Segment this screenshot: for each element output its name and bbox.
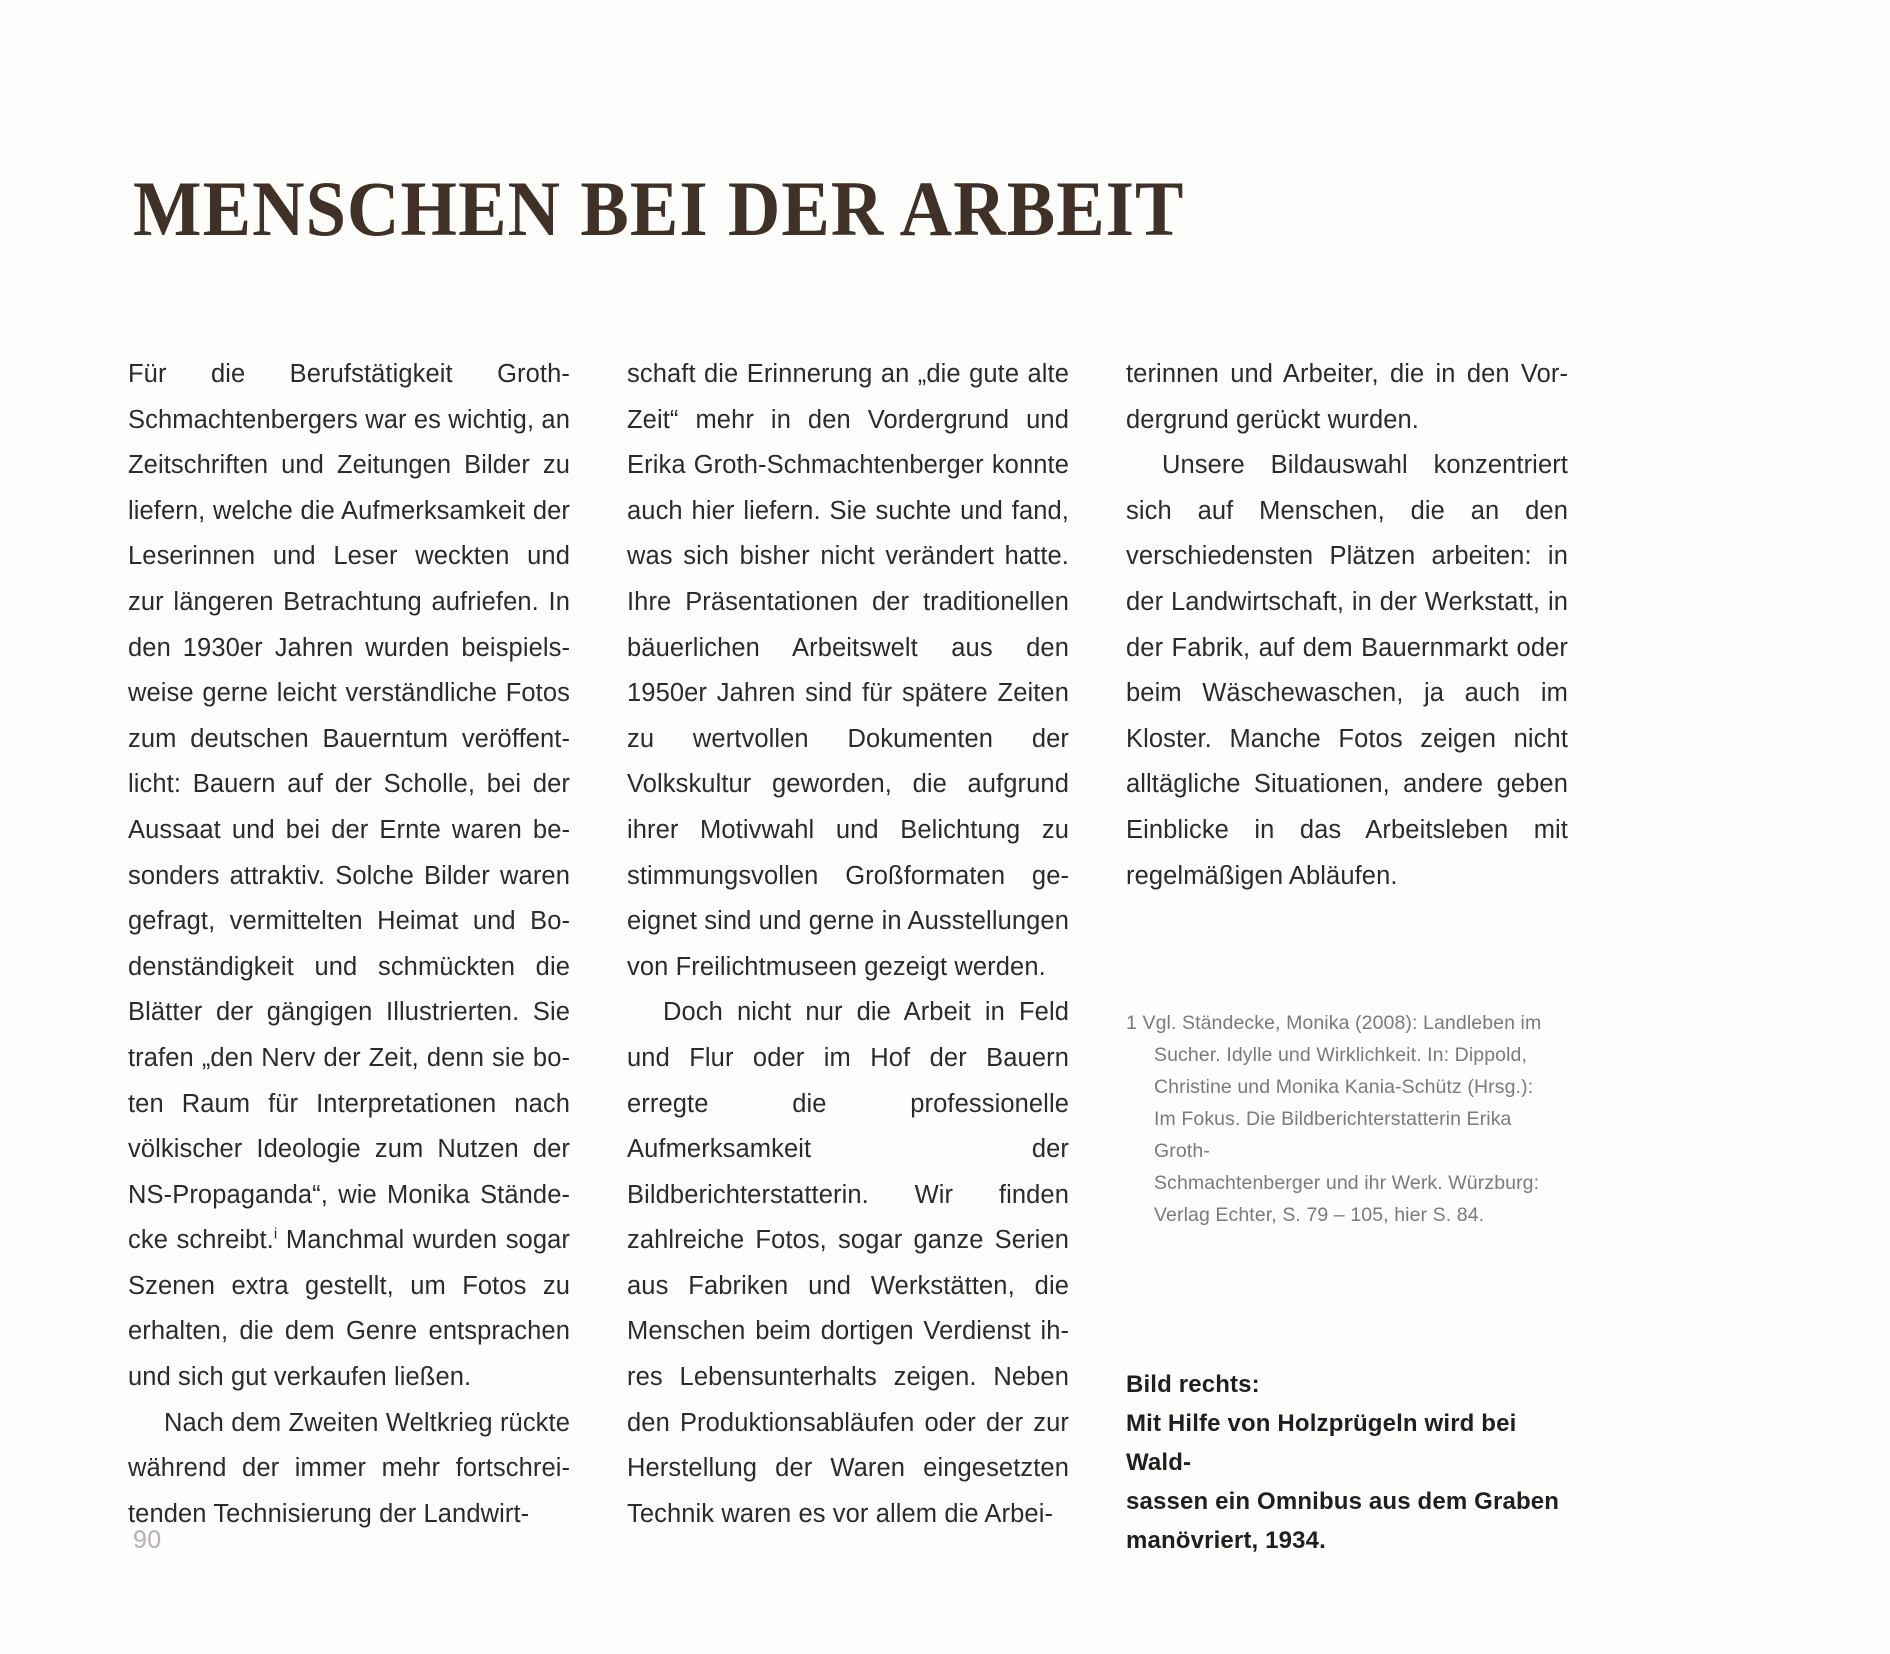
- footnote-line: Christine und Monika Kania-Schütz (Hrsg.):: [1154, 1076, 1534, 1098]
- column-2: [627, 352, 1069, 1528]
- caption-line: Bild rechts:: [1126, 1371, 1260, 1398]
- column-1-body: [128, 352, 570, 1537]
- column-3: [1126, 352, 1568, 1554]
- paragraph: terinnen und Arbeiter, die in den Vordergrund gerückt wurden.: [1126, 360, 1568, 434]
- footnote-line: Im Fokus. Die Bildberichterstatterin Erika Groth-: [1154, 1108, 1512, 1162]
- footnote-line: Schmachtenberger und ihr Werk. Würzburg:: [1154, 1172, 1540, 1194]
- paragraph: Unsere Bildauswahl konzentriert sich auf Menschen, die an den verschiedensten Plätzen arbeiten: in der Landwirtschaft, in der Werkstatt, in der Fabrik, auf dem Bauernmarkt oder beim Wäschewaschen, ja auch im Kloster. Manche Fotos zeigen nicht alltägliche Situationen, andere geben Einblicke in das Arbeitsleben mit regelmäßigen Abläufen.: [1126, 451, 1568, 890]
- caption-line: manövriert, 1934.: [1126, 1527, 1326, 1554]
- caption-line: Mit Hilfe von Holzprügeln wird bei Wald-: [1126, 1410, 1517, 1476]
- footnote-marker: i: [273, 1225, 278, 1243]
- column-3-body: [1126, 352, 1568, 899]
- paragraph: [128, 352, 570, 1401]
- paragraph-text-continued: Manchmal wurden sogar Szenen extra gestellt, um Fotos zu erhalten, die dem Genre entsprachen und sich gut verkaufen ließen.: [128, 1226, 570, 1392]
- page-title: MENSCHEN BEI DER ARBEIT: [133, 165, 1185, 253]
- paragraph-text: Für die Berufstätigkeit Groth-Schmachtenbergers war es wichtig, an Zeitschriften und Zeitungen Bilder zu liefern, welche die Aufmerksamkeit der Leserinnen und Leser weckten und zur längeren Betrachtung aufriefen. In den 1930er Jahren wurden beispielsweise gerne leicht verständliche Fotos zum deutschen Bauerntum veröffentlicht: Bauern auf der Scholle, bei der Aussaat und bei der Ernte waren besonders attraktiv. Solche Bilder waren gefragt, vermittelten Heimat und Bodenständigkeit und schmückten die Blätter der gängigen Illustrierten. Sie trafen „den Nerv der Zeit, denn sie boten Raum für Interpretationen nach völkischer Ideologie zum Nutzen der NS-Propaganda“, wie Monika Ständecke schreibt.: [128, 360, 570, 1255]
- footnote-block: [1126, 1007, 1558, 1231]
- paragraph: schaft die Erinnerung an „die gute alte Zeit“ mehr in den Vordergrund und Erika Groth-Schmachtenberger konnte auch hier liefern. Sie suchte und fand, was sich bisher nicht verändert hatte. Ihre Präsentationen der traditionellen bäuerlichen Arbeitswelt aus den 1950er Jahren sind für spätere Zeiten zu wertvollen Dokumenten der Volkskultur geworden, die aufgrund ihrer Motivwahl und Belichtung zu stimmungsvollen Großformaten geeignet sind und gerne in Ausstellungen von Freilichtmuseen gezeigt werden.: [627, 360, 1069, 981]
- paragraph: Nach dem Zweiten Weltkrieg rückte während der immer mehr fortschreitenden Technisierung der Landwirt-: [128, 1408, 570, 1528]
- image-caption: [1126, 1365, 1566, 1560]
- footnote-line: Sucher. Idylle und Wirklichkeit. In: Dippold,: [1154, 1044, 1528, 1066]
- column-2-body: [627, 352, 1069, 1537]
- caption-line: sassen ein Omnibus aus dem Graben: [1126, 1488, 1560, 1515]
- footnote-line: Verlag Echter, S. 79 – 105, hier S. 84.: [1154, 1204, 1485, 1226]
- page-number: 90: [133, 1526, 162, 1554]
- paragraph: Doch nicht nur die Arbeit in Feld und Flur oder im Hof der Bauern erregte die professionelle Aufmerksamkeit der Bildberichterstatterin. Wir finden zahlreiche Fotos, sogar ganze Serien aus Fabriken und Werkstätten, die Menschen beim dortigen Verdienst ihres Lebensunterhalts zeigen. Neben den Produktionsabläufen oder der zur Herstellung der Waren eingesetzten Technik waren es vor allem die Arbei-: [627, 998, 1069, 1528]
- footnote-line: 1 Vgl. Ständecke, Monika (2008): Landleben im: [1126, 1012, 1542, 1034]
- column-1: [128, 352, 570, 1528]
